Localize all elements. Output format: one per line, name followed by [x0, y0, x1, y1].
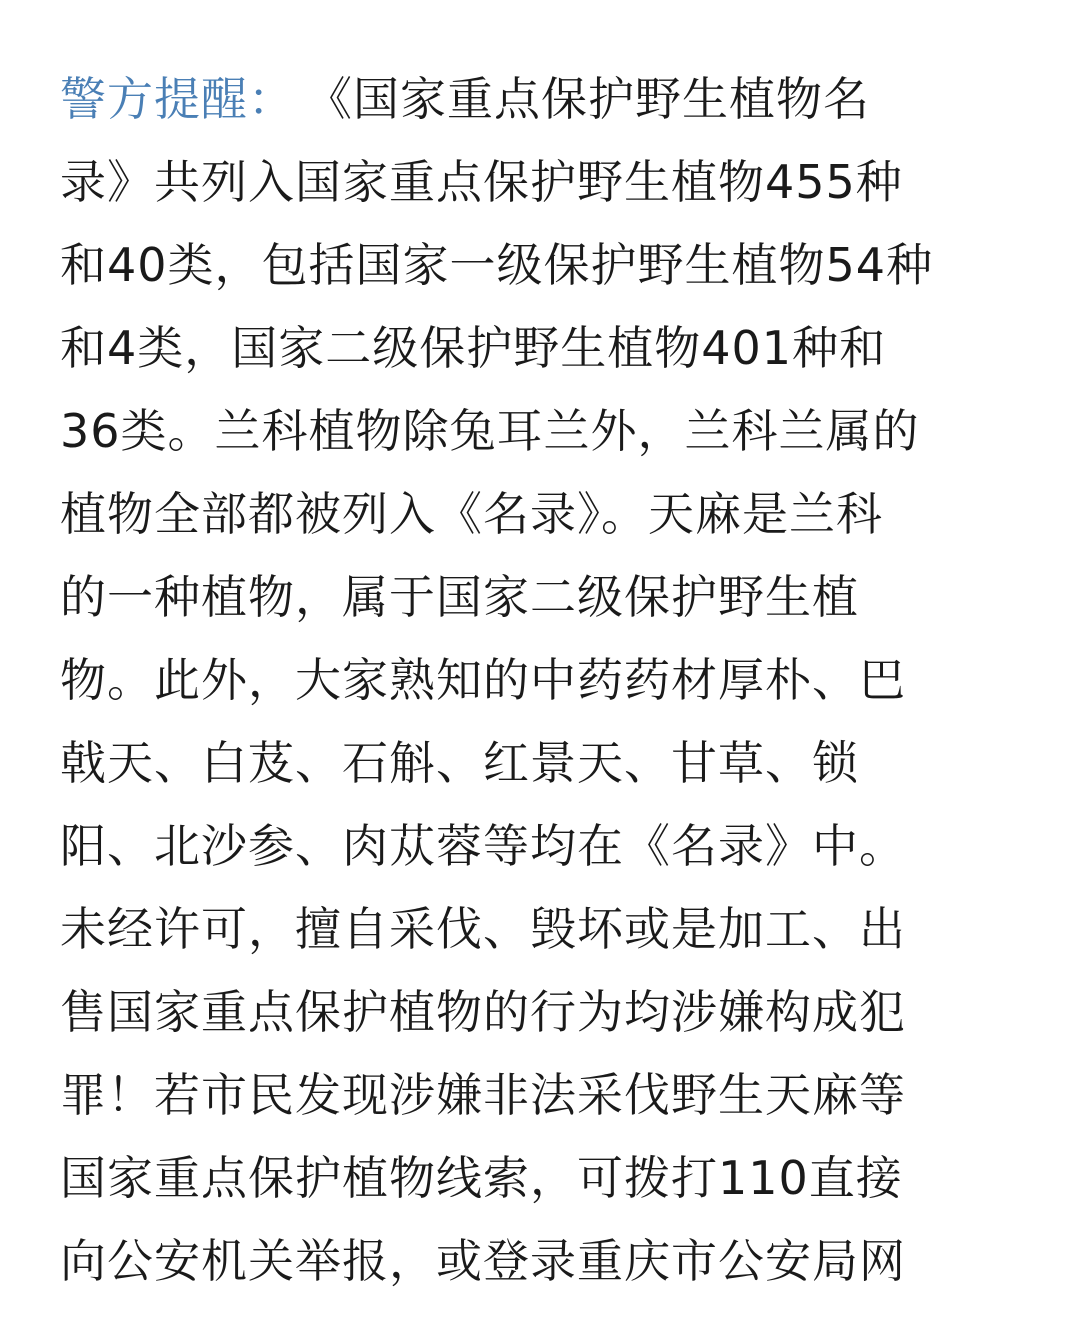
article-line-7: 的一种植物，属于国家二级保护野生植 [60, 570, 859, 624]
article-line-10: 阳、北沙参、肉苁蓉等均在《名录》中。 [60, 819, 906, 873]
article-line-15: 向公安机关举报，或登录重庆市公安局网 [60, 1234, 906, 1288]
article-line-13: 罪！若市民发现涉嫌非法采伐野生天麻等 [60, 1068, 906, 1122]
article-line-14: 国家重点保护植物线索，可拨打110直接 [60, 1151, 903, 1205]
article-line-4: 和4类，国家二级保护野生植物401种和 [60, 321, 887, 375]
article-line-9: 戟天、白芨、石斛、红景天、甘草、锁 [60, 736, 859, 790]
article-line-11: 未经许可，擅自采伐、毁坏或是加工、出 [60, 902, 906, 956]
alert-label: 警方提醒： [60, 72, 295, 126]
article-text: 《国家重点保护野生植物名 [329, 72, 870, 126]
article-line-3: 和40类，包括国家一级保护野生植物54种 [60, 238, 934, 292]
article-body [60, 58, 1020, 1303]
article-line-6: 植物全部都被列入《名录》。天麻是兰科 [60, 487, 883, 541]
article-line-2: 录》共列入国家重点保护野生植物455种 [60, 155, 903, 209]
article-line-12: 售国家重点保护植物的行为均涉嫌构成犯 [60, 985, 906, 1039]
article-line-8: 物。此外，大家熟知的中药药材厚朴、巴 [60, 653, 906, 707]
article-line-5: 36类。兰科植物除兔耳兰外，兰科兰属的 [60, 404, 920, 458]
article-line-1 [60, 58, 1020, 141]
